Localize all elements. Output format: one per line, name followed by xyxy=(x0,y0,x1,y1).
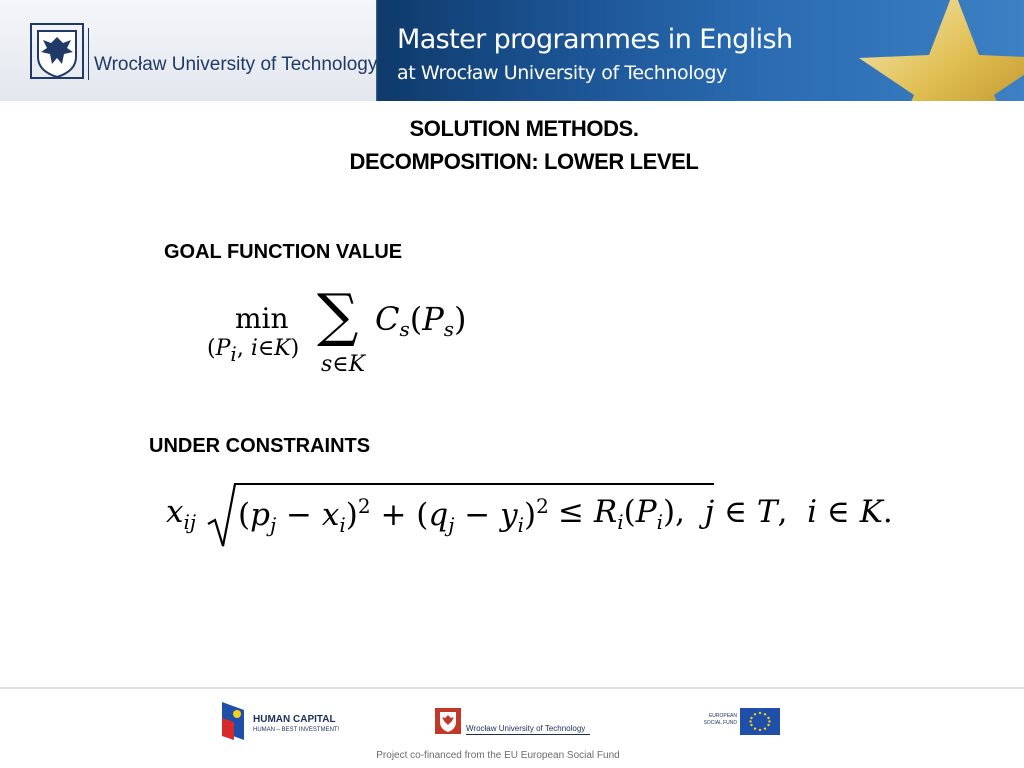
banner-subtitle: at Wrocław University of Technology xyxy=(397,62,727,84)
esf-label xyxy=(693,713,737,727)
human-capital-logo-icon xyxy=(220,700,246,742)
eagle-crest-icon xyxy=(30,23,84,79)
header-banner xyxy=(0,0,1024,101)
square-root-icon xyxy=(206,480,236,550)
footer-cofinance-note: Project co-financed from the EU European Social Fund xyxy=(376,750,620,761)
esf-label-line-2: SOCIAL FUND xyxy=(703,720,737,726)
university-crest-icon xyxy=(435,708,461,734)
slide-title-line-1: SOLUTION METHODS. xyxy=(409,116,639,141)
footer-university-name: Wrocław University of Technology xyxy=(466,724,586,733)
square-root-bar xyxy=(234,483,714,485)
human-capital-subtitle: HUMAN – BEST INVESTMENT! xyxy=(253,727,340,733)
goal-function-formula: min ($P_i$, i∈K) ∑ s∈K $C_s(P_s)$ xyxy=(207,281,467,377)
slide-title-line-2: DECOMPOSITION: LOWER LEVEL xyxy=(349,149,699,174)
esf-label-line-1: EUROPEAN xyxy=(708,713,737,719)
constraints-label: UNDER CONSTRAINTS xyxy=(149,435,371,457)
eu-flag-icon xyxy=(740,708,780,735)
university-name: Wrocław University of Technology xyxy=(94,54,378,75)
footer-divider xyxy=(0,687,1024,689)
logo-divider xyxy=(88,28,89,80)
goal-function-label: GOAL FUNCTION VALUE xyxy=(164,241,403,263)
footer-university-underline xyxy=(466,734,590,735)
gold-star-icon xyxy=(834,0,1024,101)
banner-title: Master programmes in English xyxy=(397,24,793,55)
human-capital-title: HUMAN CAPITAL xyxy=(253,714,336,725)
slide-title xyxy=(0,112,1024,178)
